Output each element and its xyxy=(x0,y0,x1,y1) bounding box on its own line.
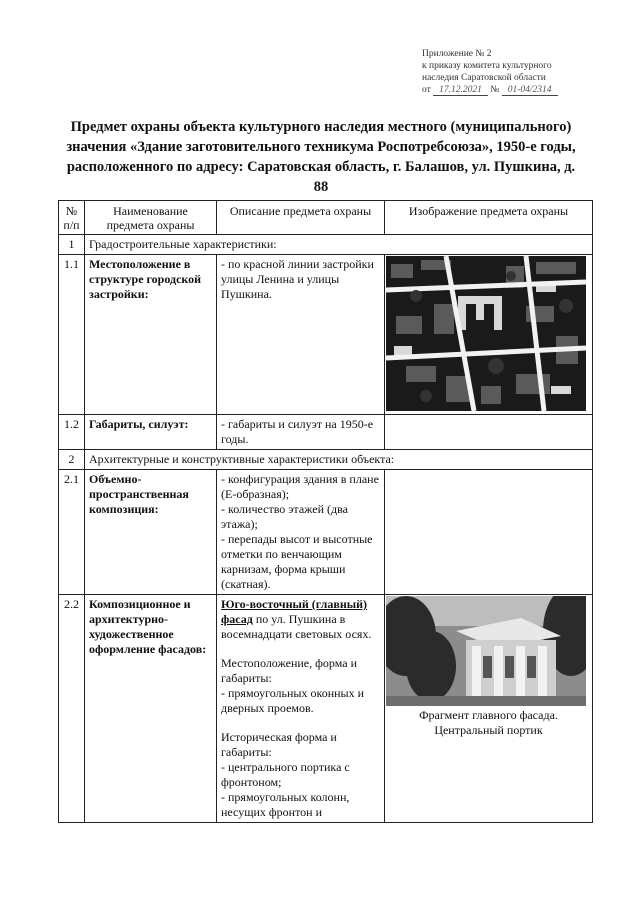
number-label: № xyxy=(490,85,500,95)
description-line: - прямоугольных колонн, несущих фронтон и xyxy=(221,790,350,819)
row-name: Габариты, силуэт: xyxy=(85,415,217,450)
facade-photo xyxy=(386,596,586,706)
aerial-map-image xyxy=(385,255,593,415)
table-header-row xyxy=(59,201,593,235)
description-line: Местоположение, форма и габариты: xyxy=(221,656,357,685)
aerial-photo xyxy=(386,256,586,411)
row-image-empty xyxy=(385,470,593,595)
row-num: 1.2 xyxy=(59,415,85,450)
section-2-title: Архитектурные и конструктивные характеристики объекта: xyxy=(85,450,593,470)
appendix-note xyxy=(422,48,622,96)
document-title: Предмет охраны объекта культурного наследия местного (муниципального) значения «Здание заготовительного техникума Роспотребсоюза», 1950-е годы, расположенного по адресу: Саратовская область, г. Балашов, ул. Пушкина, д. 88 xyxy=(66,119,576,195)
row-num: 2.2 xyxy=(59,595,85,823)
appendix-order-line xyxy=(422,84,622,96)
table-row xyxy=(59,595,593,823)
facade-paragraph xyxy=(221,597,380,642)
table-row xyxy=(59,470,593,595)
header-num: № п/п xyxy=(59,201,85,235)
header-image: Изображение предмета охраны xyxy=(385,201,593,235)
order-date: 17.12.2021 xyxy=(433,85,488,96)
row-name: Композиционное и архитектурно-художественное оформление фасадов: xyxy=(85,595,217,823)
description-line: - количество этажей (два этажа); xyxy=(221,502,348,531)
row-num: 2.1 xyxy=(59,470,85,595)
description-line: Историческая форма и габариты: xyxy=(221,730,337,759)
row-description xyxy=(217,470,385,595)
image-caption: Фрагмент главного фасада. Центральный портик xyxy=(419,708,558,737)
section-1-num: 1 xyxy=(59,235,85,255)
table-row xyxy=(59,255,593,415)
facade-title: Юго-восточный (главный) фасад xyxy=(221,597,368,626)
row-name: Местоположение в структуре городской застройки: xyxy=(85,255,217,415)
appendix-line-2: к приказу комитета культурного xyxy=(422,61,552,71)
header-name: Наименование предмета охраны xyxy=(85,201,217,235)
section-row xyxy=(59,235,593,255)
appendix-line-3: наследия Саратовской области xyxy=(422,73,546,83)
appendix-line-1: Приложение № 2 xyxy=(422,49,492,59)
facade-image-cell xyxy=(385,595,593,823)
order-number: 01-04/2314 xyxy=(502,85,558,96)
header-description: Описание предмета охраны xyxy=(217,201,385,235)
protection-subject-table xyxy=(58,200,593,823)
row-description xyxy=(217,595,385,823)
table-row xyxy=(59,415,593,450)
row-num: 1.1 xyxy=(59,255,85,415)
section-2-num: 2 xyxy=(59,450,85,470)
from-label: от xyxy=(422,85,431,95)
row-description: - по красной линии застройки улицы Ленина и улицы Пушкина. xyxy=(217,255,385,415)
facade-text: по ул. Пушкина в восемнадцати световых осях. xyxy=(221,612,372,641)
row-image-empty xyxy=(385,415,593,450)
row-name: Объемно-пространственная композиция: xyxy=(85,470,217,595)
description-line: - перепады высот и высотные отметки по венчающим карнизам, форма крыши (скатная). xyxy=(221,532,373,591)
section-row xyxy=(59,450,593,470)
description-line: - конфигурация здания в плане (Е-образная); xyxy=(221,472,379,501)
row-description: - габариты и силуэт на 1950-е годы. xyxy=(217,415,385,450)
section-1-title: Градостроительные характеристики: xyxy=(85,235,593,255)
description-line: - центрального портика с фронтоном; xyxy=(221,760,350,789)
description-line: - прямоугольных оконных и дверных проемов. xyxy=(221,686,365,715)
